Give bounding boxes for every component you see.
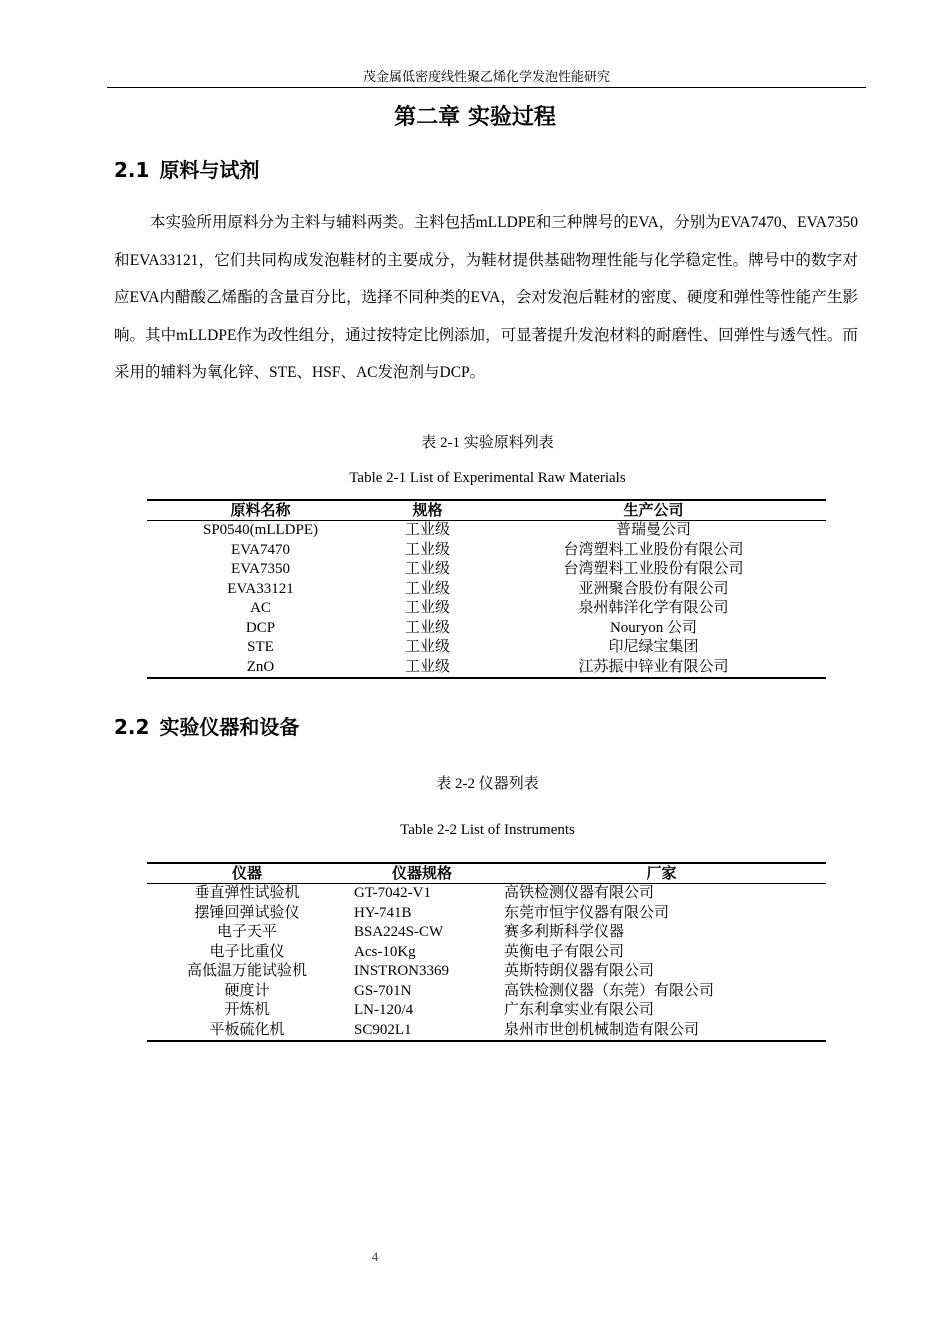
table-cell: 广东利拿实业有限公司 [504,1002,655,1018]
table-cell: DCP [245,619,276,636]
table-row [147,638,826,658]
table-cell: SC902L1 [354,1021,412,1038]
table-cell: AC [250,600,271,616]
section-number: 2.2 [114,715,150,739]
table-cell: Acs-10Kg [354,943,416,960]
table-cell: 亚洲聚合股份有限公司 [578,580,729,597]
table-cell: 台湾塑料工业股份有限公司 [563,561,744,577]
table-2-2-caption-en: Table 2-2 List of Instruments [400,822,575,838]
table-row [147,962,826,982]
table-cell: 开炼机 [224,1002,270,1018]
table-cell: Nouryon 公司 [609,619,698,636]
table-header-row [147,863,826,884]
running-header: 茂金属低密度线性聚乙烯化学发泡性能研究 [362,69,610,84]
table-cell: 泉州市世创机械制造有限公司 [504,1021,700,1038]
table-cell: 印尼绿宝集团 [608,639,699,655]
table-cell: ZnO [246,658,275,675]
table-cell: 台湾塑料工业股份有限公司 [563,541,744,558]
table-cell: 高铁检测仪器（东莞）有限公司 [504,982,715,999]
table-cell: 工业级 [404,580,450,597]
section-title: 实验仪器和设备 [159,715,300,739]
table-row [147,580,826,600]
raw-materials-table [147,499,826,679]
column-header: 原料名称 [230,501,291,519]
table-cell: 硬度计 [224,982,270,999]
table-cell: 工业级 [404,522,450,538]
section-heading-2-1 [114,156,259,184]
table-row [147,541,826,561]
column-header: 仪器规格 [391,864,452,882]
table-cell: EVA7470 [231,541,290,558]
table-cell: EVA7350 [231,561,290,577]
chapter-title: 第二章 实验过程 [394,105,556,130]
column-header: 厂家 [646,864,677,882]
column-header: 规格 [412,501,443,519]
table-row [147,1001,826,1021]
section-heading-2-2 [114,713,299,741]
table-cell: HY-741B [354,904,412,921]
table-cell: EVA33121 [227,580,294,597]
table-cell: SP0540(mLLDPE) [202,522,318,538]
table-row [147,904,826,924]
table-cell: 工业级 [404,600,450,616]
table-row [147,599,826,619]
table-row [147,982,826,1002]
table-cell: 东莞市恒宇仪器有限公司 [504,904,670,921]
section-title: 原料与试剂 [159,158,260,182]
table-cell: 摆锤回弹试验仪 [194,904,300,921]
table-cell: 工业级 [404,541,450,558]
table-cell: 泉州韩洋化学有限公司 [578,600,729,616]
table-cell: LN-120/4 [354,1002,414,1018]
table-cell: 垂直弹性试验机 [194,885,300,901]
table-header-row [147,500,826,521]
table-cell: STE [247,639,274,655]
table-2-1-caption-cn: 表 2-1 实验原料列表 [421,435,554,451]
table-cell: 江苏振中锌业有限公司 [578,658,729,675]
table-2-2-caption-cn: 表 2-2 仪器列表 [436,776,539,792]
table-cell: 工业级 [404,619,450,636]
table-cell: INSTRON3369 [354,963,450,979]
table-row [147,658,826,679]
column-header: 仪器 [231,864,262,882]
table-cell: GS-701N [354,982,412,999]
table-row [147,943,826,963]
table-row [147,521,826,541]
table-row [147,884,826,904]
table-cell: 高铁检测仪器有限公司 [504,885,655,901]
table-cell: 平板硫化机 [209,1021,285,1038]
table-2-1-caption-en: Table 2-1 List of Experimental Raw Materials [349,470,626,486]
table-cell: 电子比重仪 [209,943,285,960]
table-row [147,923,826,943]
table-cell: 英斯特朗仪器有限公司 [504,963,655,979]
instruments-table [147,862,826,1042]
table-cell: 工业级 [404,639,450,655]
page-number: 4 [371,1249,379,1264]
table-cell: 工业级 [404,561,450,577]
section-number: 2.1 [114,158,150,182]
table-cell: 工业级 [404,658,450,675]
table-cell: 赛多利斯科学仪器 [504,924,625,940]
table-cell: GT-7042-V1 [354,885,431,901]
column-header: 生产公司 [623,501,684,519]
header-rule [107,87,866,88]
table-cell: 英衡电子有限公司 [504,943,625,960]
table-row [147,560,826,580]
table-cell: 电子天平 [216,924,277,940]
table-cell: BSA224S-CW [354,924,444,940]
table-cell: 普瑞曼公司 [615,522,691,538]
table-row [147,619,826,639]
table-row [147,1021,826,1042]
body-paragraph: 本实验所用原料分为主料与辅料两类。主料包括mLLDPE和三种牌号的EVA，分别为EVA7470、EVA7350和EVA33121，它们共同构成发泡鞋材的主要成分，为鞋材提供基础物理性能与化学稳定性。牌号中的数字对应EVA内醋酸乙烯酯的含量百分比，选择不同种类的EVA，会对发泡后鞋材的密度、硬度和弹性等性能产生影响。其中mLLDPE作为改性组分，通过按特定比例添加，可显著提升发泡材料的耐磨性、回弹性与透气性。而采用的辅料为氧化锌、STE、HSF、AC发泡剂与DCP。 [114,214,858,381]
table-cell: 高低温万能试验机 [186,963,307,979]
